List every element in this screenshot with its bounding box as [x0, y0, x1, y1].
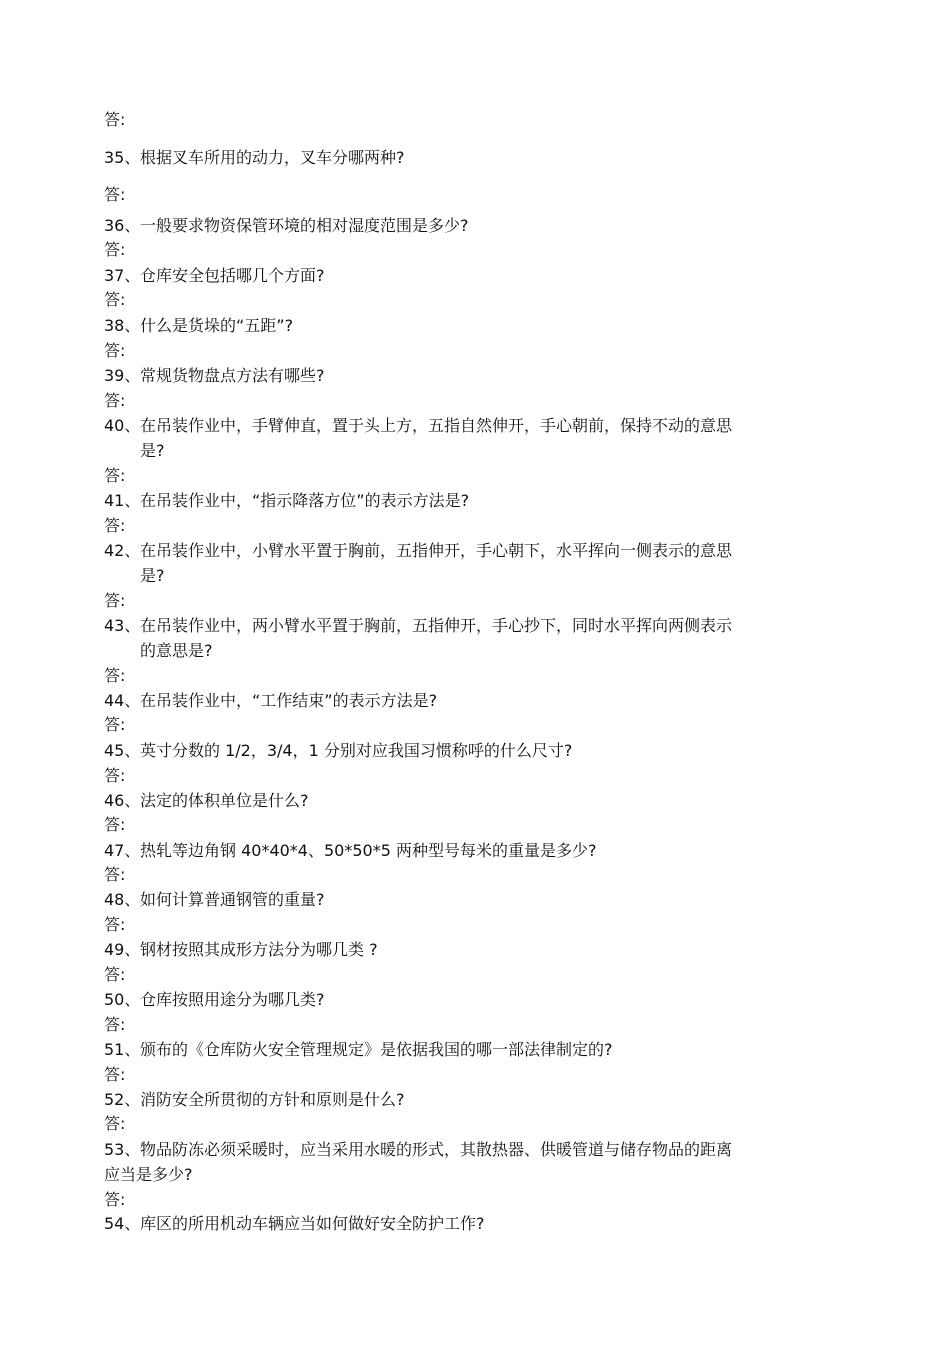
answer-label: 答: — [104, 666, 126, 685]
answer-label: 答: — [104, 240, 126, 259]
question-text: 英寸分数的 1/2，3/4，1 分别对应我国习惯称呼的什么尺寸? — [140, 741, 573, 760]
question-number: 42、 — [104, 541, 141, 560]
question-text: 钢材按照其成形方法分为哪几类 ? — [140, 940, 378, 959]
question-number: 41、 — [104, 491, 141, 510]
question-46 — [104, 791, 309, 811]
question-text: 在吊装作业中，手臂伸直，置于头上方，五指自然伸开，手心朝前，保持不动的意思 — [140, 416, 733, 435]
question-text: 在吊装作业中，两小臂水平置于胸前，五指伸开，手心抄下，同时水平挥向两侧表示 — [140, 616, 733, 635]
question-continuation: 是? — [140, 441, 165, 460]
question-44 — [104, 691, 437, 711]
question-35 — [104, 148, 405, 168]
question-number: 40、 — [104, 416, 141, 435]
question-text: 消防安全所贯彻的方针和原则是什么? — [140, 1090, 405, 1109]
question-continuation: 的意思是? — [140, 641, 213, 660]
answer-label: 答: — [104, 865, 126, 884]
answer-label: 答: — [104, 185, 126, 204]
question-number: 50、 — [104, 990, 141, 1009]
question-50 — [104, 990, 325, 1010]
question-text: 物品防冻必须采暖时，应当采用水暖的形式，其散热器、供暖管道与储存物品的距离 — [140, 1140, 733, 1159]
question-text: 在吊装作业中，“工作结束”的表示方法是? — [140, 691, 438, 710]
answer-label: 答: — [104, 110, 126, 129]
answer-label: 答: — [104, 815, 126, 834]
answer-label: 答: — [104, 715, 126, 734]
question-text: 仓库按照用途分为哪几类? — [140, 990, 325, 1009]
question-continuation: 应当是多少? — [104, 1165, 193, 1184]
question-49 — [104, 940, 378, 960]
answer-label: 答: — [104, 290, 126, 309]
question-number: 47、 — [104, 841, 141, 860]
answer-label: 答: — [104, 1065, 126, 1084]
question-number: 46、 — [104, 791, 141, 810]
answer-label: 答: — [104, 1015, 126, 1034]
question-text: 根据叉车所用的动力，叉车分哪两种? — [140, 148, 405, 167]
question-text: 在吊装作业中，小臂水平置于胸前，五指伸开，手心朝下，水平挥向一侧表示的意思 — [140, 541, 733, 560]
question-number: 38、 — [104, 316, 141, 335]
question-text: 热轧等边角钢 40*40*4、50*50*5 两种型号每米的重量是多少? — [140, 841, 597, 860]
question-52 — [104, 1090, 405, 1110]
answer-label: 答: — [104, 391, 126, 410]
question-text: 颁布的《仓库防火安全管理规定》是依据我国的哪一部法律制定的? — [140, 1040, 613, 1059]
question-number: 51、 — [104, 1040, 141, 1059]
answer-label: 答: — [104, 466, 126, 485]
answer-label: 答: — [104, 516, 126, 535]
answer-label: 答: — [104, 1190, 126, 1209]
question-51 — [104, 1040, 613, 1060]
question-text: 常规货物盘点方法有哪些? — [140, 366, 325, 385]
question-38 — [104, 316, 293, 336]
question-text: 库区的所用机动车辆应当如何做好安全防护工作? — [140, 1214, 485, 1233]
question-text: 一般要求物资保管环境的相对湿度范围是多少? — [140, 216, 469, 235]
question-text: 在吊装作业中，“指示降落方位”的表示方法是? — [140, 491, 470, 510]
question-continuation: 是? — [140, 566, 165, 585]
question-number: 43、 — [104, 616, 141, 635]
answer-label: 答: — [104, 965, 126, 984]
question-number: 35、 — [104, 148, 141, 167]
question-45 — [104, 741, 572, 761]
question-number: 45、 — [104, 741, 141, 760]
question-number: 44、 — [104, 691, 141, 710]
question-48 — [104, 890, 325, 910]
question-number: 52、 — [104, 1090, 141, 1109]
question-53 — [104, 1140, 732, 1160]
question-47 — [104, 841, 596, 861]
question-number: 37、 — [104, 266, 141, 285]
answer-label: 答: — [104, 341, 126, 360]
question-number: 49、 — [104, 940, 141, 959]
question-42 — [104, 541, 732, 561]
question-40 — [104, 416, 732, 436]
question-54 — [104, 1214, 485, 1234]
question-41 — [104, 491, 469, 511]
question-text: 法定的体积单位是什么? — [140, 791, 309, 810]
question-text: 仓库安全包括哪几个方面? — [140, 266, 325, 285]
question-number: 36、 — [104, 216, 141, 235]
question-text: 如何计算普通钢管的重量? — [140, 890, 325, 909]
answer-label: 答: — [104, 1114, 126, 1133]
question-43 — [104, 616, 732, 636]
question-36 — [104, 216, 469, 236]
question-number: 54、 — [104, 1214, 141, 1233]
question-number: 48、 — [104, 890, 141, 909]
question-number: 53、 — [104, 1140, 141, 1159]
question-39 — [104, 366, 325, 386]
question-text: 什么是货垛的“五距”? — [140, 316, 294, 335]
answer-label: 答: — [104, 915, 126, 934]
answer-label: 答: — [104, 591, 126, 610]
question-number: 39、 — [104, 366, 141, 385]
question-37 — [104, 266, 325, 286]
answer-label: 答: — [104, 766, 126, 785]
